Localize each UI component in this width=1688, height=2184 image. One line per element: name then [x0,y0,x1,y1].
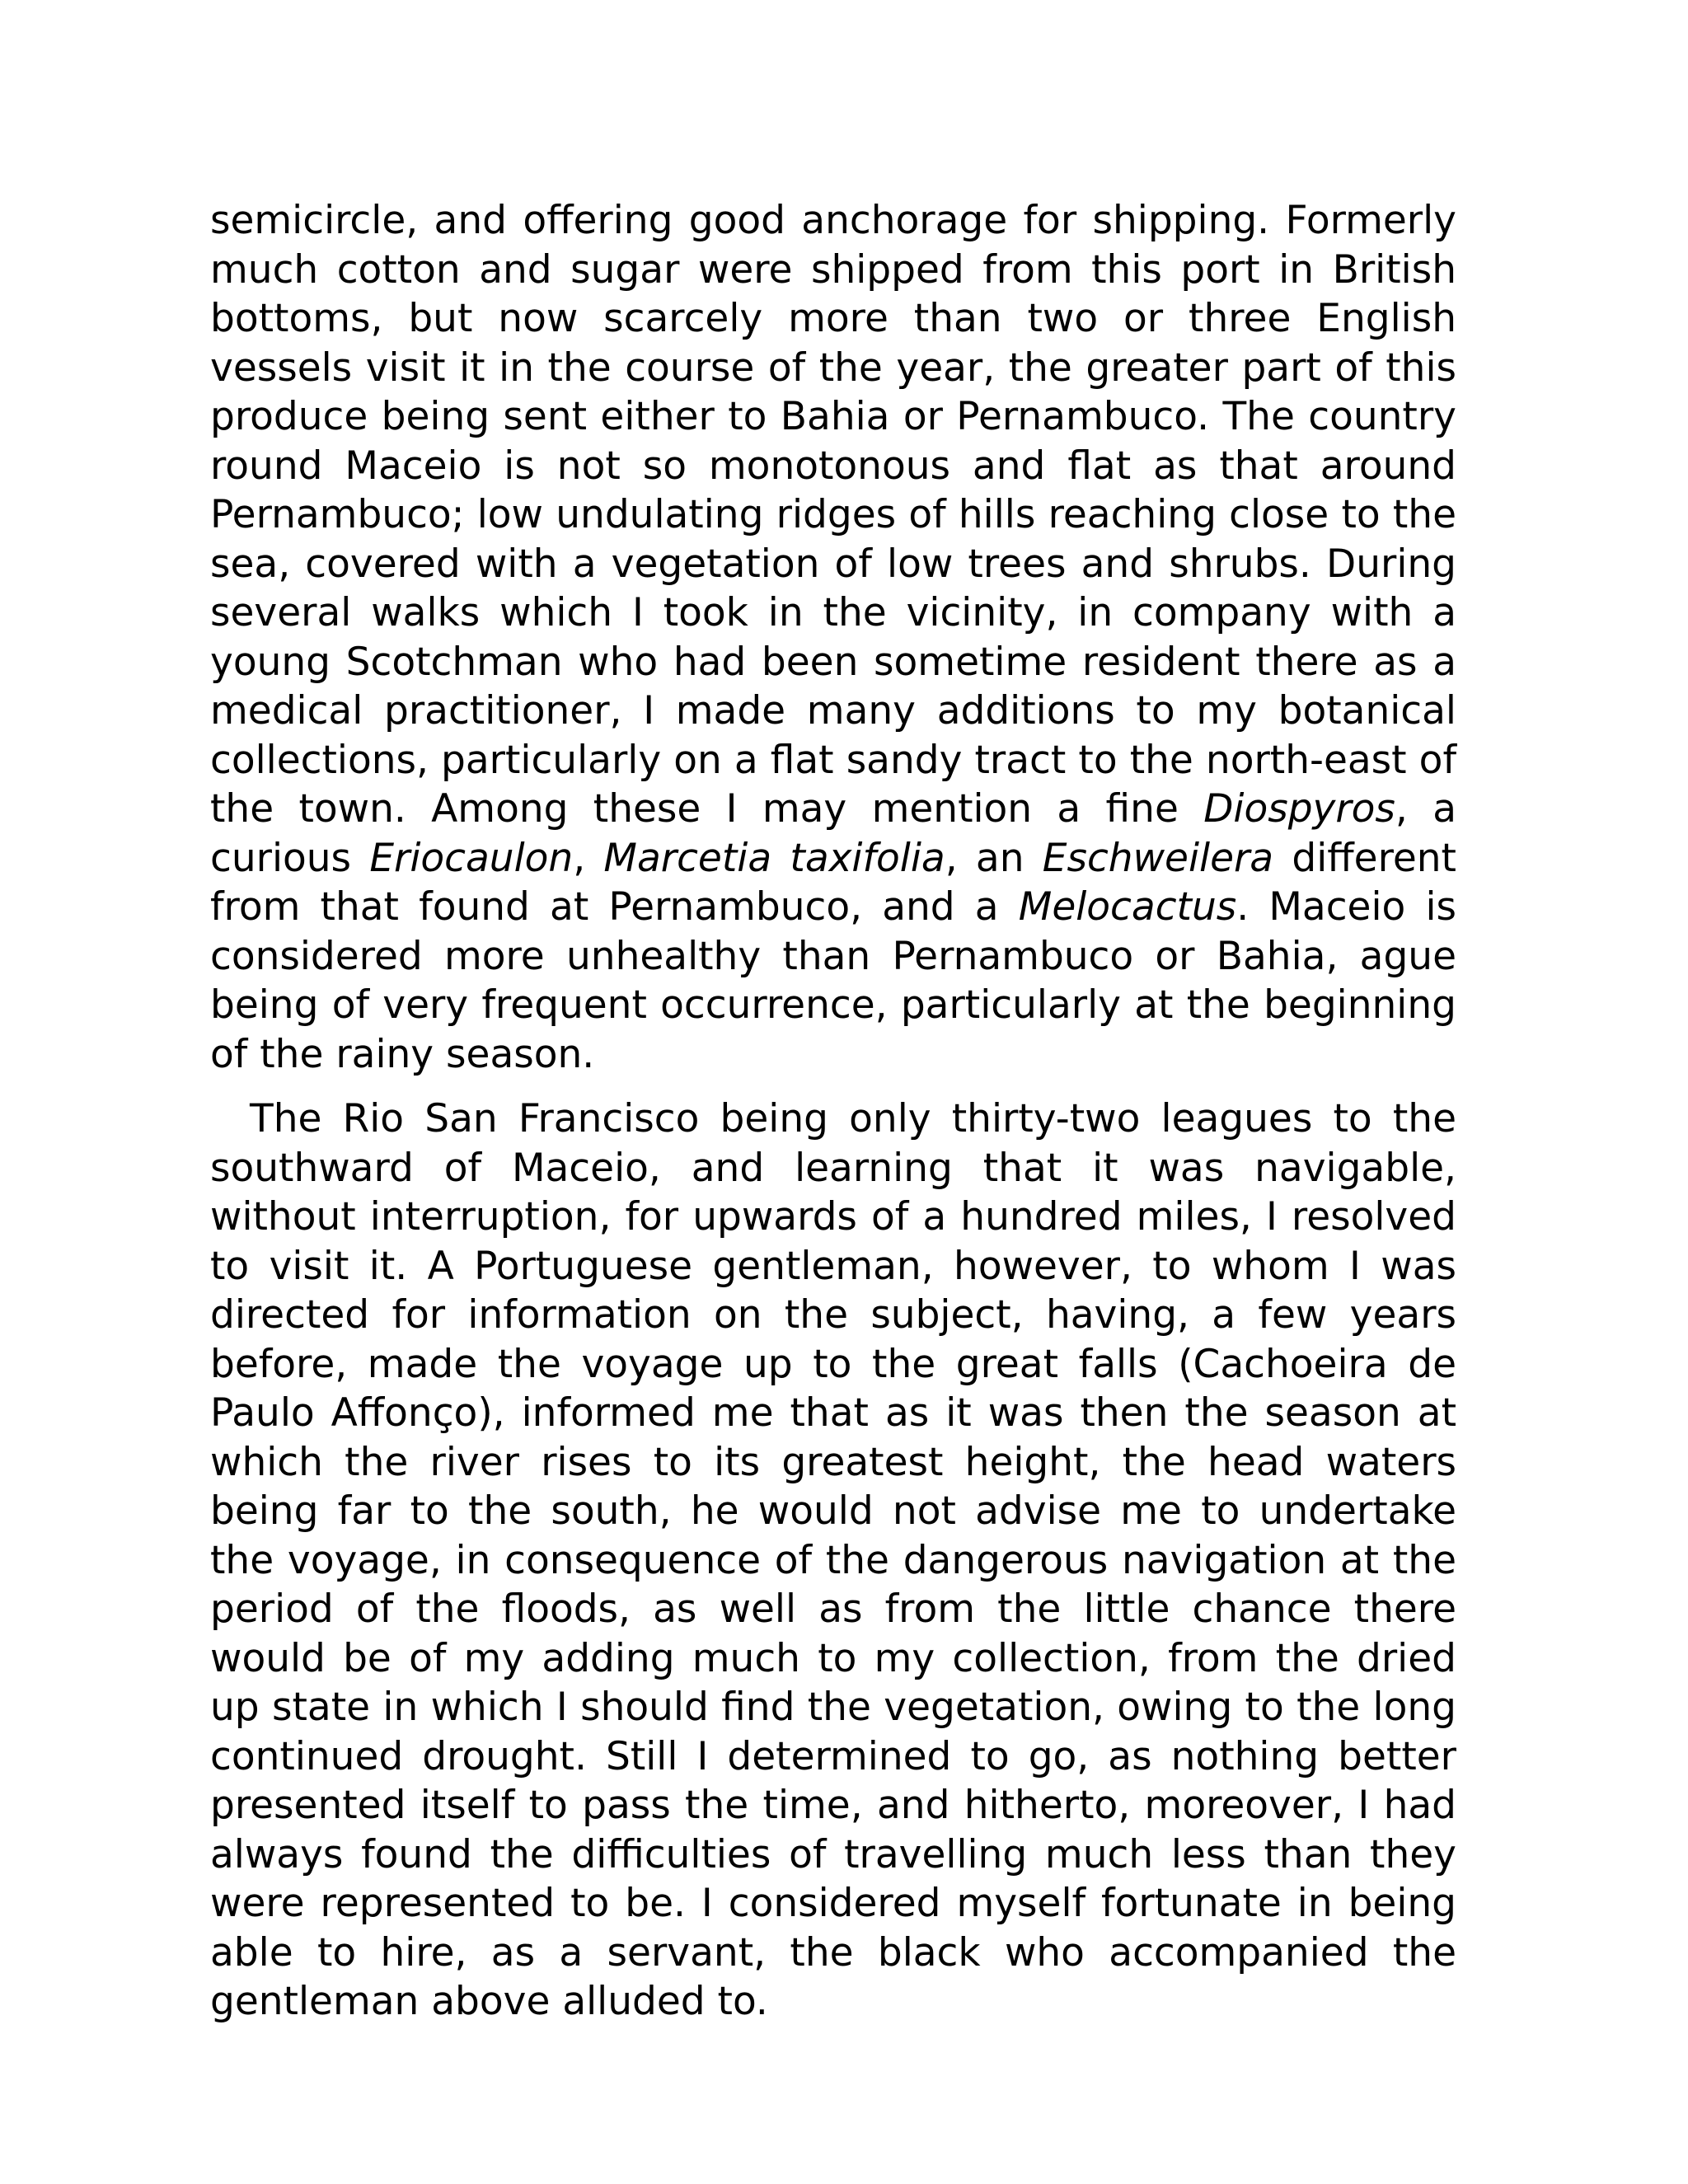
paragraph-1-text-2: , a curious [210,786,1456,881]
paragraph-2 [210,1094,1456,2027]
paragraph-1-text-1: semicircle, and offering good anchorage for shipping. Formerly much cotton and sugar were shipped from this port in British bottoms, but now scarcely more than two or three English vessels visit it in the course of the year, the greater part of this produce being sent either to Bahia or Pernambuco. The country round Maceio is not so monotonous and flat as that around Pernambuco; low undulating ridges of hills reaching close to the sea, covered with a vegetation of low trees and shrubs. During several walks which I took in the vicinity, in company with a young Scotchman who had been sometime resident there as a medical practitioner, I made many additions to my botanical collections, particularly on a flat sandy tract to the north-east of the town. Among these I may mention a fine [210,198,1456,832]
species-eriocaulon: Eriocaulon [369,835,574,881]
paragraph-1-text-6: . Maceio is considered more unhealthy than Pernambuco or Bahia, ague being of very frequent occurrence, particularly at the beginning of the rainy season. [210,884,1456,1077]
species-diospyros: Diospyros [1203,786,1395,832]
paragraph-2-text: The Rio San Francisco being only thirty-two leagues to the southward of Maceio, and learning that it was navigable, without interruption, for upwards of a hundred miles, I resolved to visit it. A Portuguese gentleman, however, to whom I was directed for information on the subject, having, a few years before, made the voyage up to the great falls (Cachoeira de Paulo Affonço), informed me that as it was then the season at which the river rises to its greatest height, the head waters being far to the south, he would not advise me to undertake the voyage, in consequence of the dangerous navigation at the period of the floods, as well as from the little chance there would be of my adding much to my collection, from the dried up state in which I should find the vegetation, owing to the long continued drought. Still I determined to go, as nothing better presented itself to pass the time, and hitherto, moreover, I had always found the difficulties of travelling much less than they were represented to be. I considered myself fortunate in being able to hire, as a servant, the black who accompanied the gentleman above alluded to. [210,1096,1456,2024]
paragraph-1-text-3: , [573,835,604,881]
paragraph-1 [210,196,1456,1079]
species-eschweilera: Eschweilera [1042,835,1274,881]
species-marcetia-taxifolia: Marcetia taxifolia [603,835,945,881]
page-body [210,196,1456,2027]
paragraph-1-text-4: , an [945,835,1043,881]
species-melocactus: Melocactus [1018,884,1237,930]
paragraph-1-text-5: different from that found at Pernambuco, and a [210,835,1456,930]
